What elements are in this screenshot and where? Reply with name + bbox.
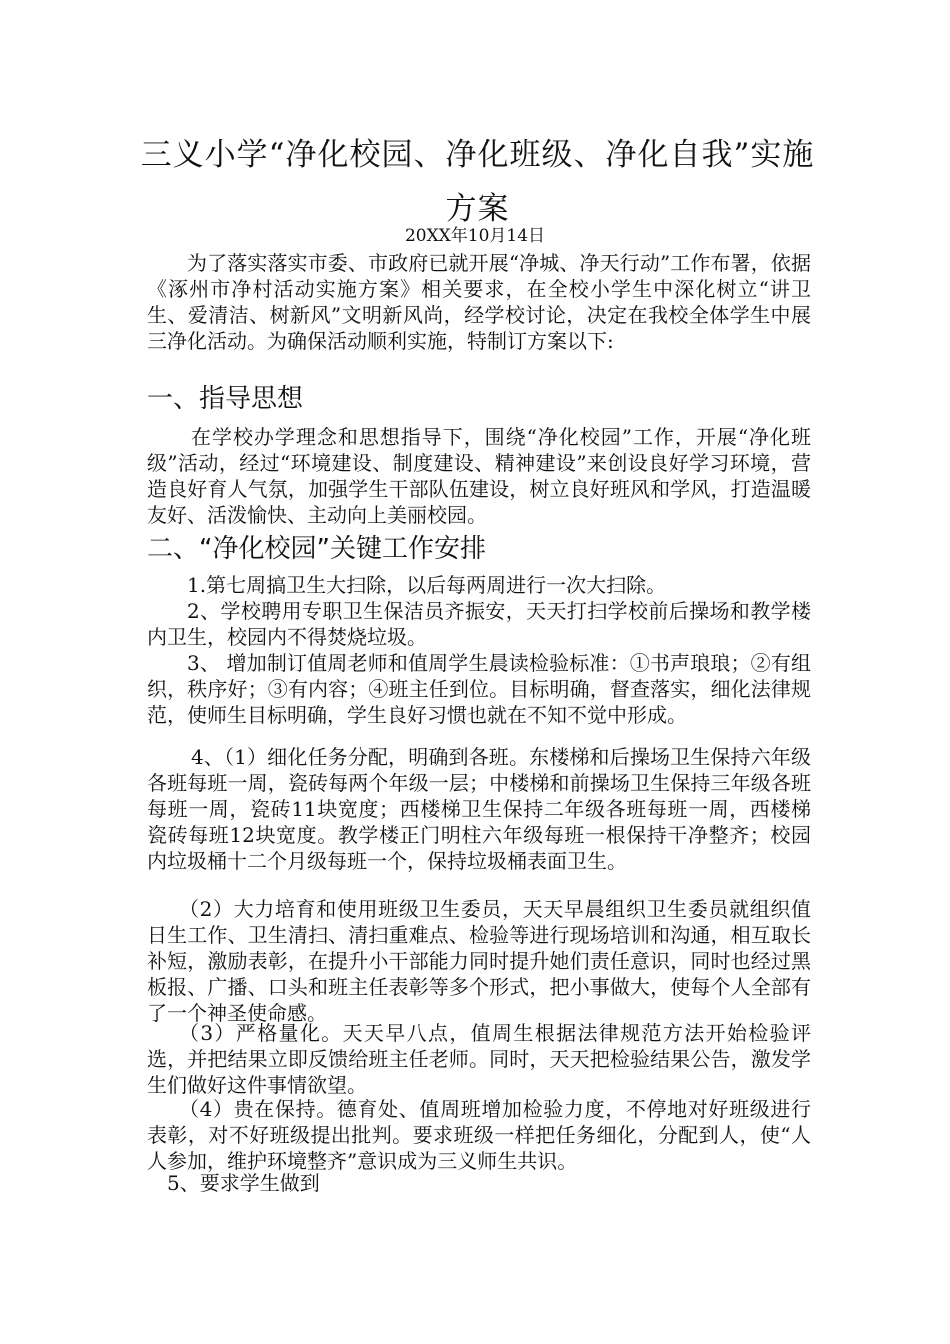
- section-2-item-3: 3、 增加制订值周老师和值周学生晨读检验标准：①书声琅琅；②有组织，秩序好；③有内容；④班主任到位。目标明确，督查落实，细化法律规范，使师生目标明确，学生良好习惯也就在不知不觉中形成。: [147, 651, 811, 727]
- section-2-item-4: 4、（1）细化任务分配，明确到各班。东楼梯和后操场卫生保持六年级各班每班一周，瓷砖每两个年级一层；中楼梯和前操场卫生保持三年级各班每班一周，瓷砖11块宽度；西楼梯卫生保持二年级各班每班一周，西楼梯瓷砖每班12块宽度。教学楼正门明柱六年级每班一根保持干净整齐；校园内垃圾桶十二个月级每班一个，保持垃圾桶表面卫生。: [147, 745, 811, 873]
- section-2-item-4-4: （4）贵在保持。德育处、值周班增加检验力度，不停地对好班级进行表彰，对不好班级提出批判。要求班级一样把任务细化，分配到人，使“人人参加，维护环境整齐”意识成为三义师生共识。: [147, 1097, 811, 1173]
- document-date: 20XX年10月14日: [404, 226, 546, 246]
- intro-paragraph: 为了落实落实市委、市政府已就开展“净城、净天行动”工作布署，依据《涿州市净村活动实施方案》相关要求，在全校小学生中深化树立“讲卫生、爱清洁、树新风”文明新风尚，经学校讨论，决定在我校全体学生中展三净化活动。为确保活动顺利实施，特制订方案以下:: [147, 251, 811, 353]
- section-2-item-2: 2、学校聘用专职卫生保洁员齐振安，天天打扫学校前后操场和教学楼内卫生，校园内不得焚烧垃圾。: [147, 599, 811, 649]
- document-title: 三义小学“净化校园、净化班级、净化自我”实施方案: [140, 137, 815, 227]
- section-2-item-5: 5、要求学生做到: [167, 1171, 320, 1195]
- section-2-heading: 二、“净化校园”关键工作安排: [147, 534, 486, 564]
- section-2-item-1: 1.第七周搞卫生大扫除，以后每两周进行一次大扫除。: [187, 573, 667, 597]
- section-1-body: 在学校办学理念和思想指导下，围绕“净化校园”工作，开展“净化班级”活动，经过“环境建设、制度建设、精神建设”来创设良好学习环境，营造良好育人气氛，加强学生干部队伍建设，树立良好班风和学风，打造温暖友好、活泼愉快、主动向上美丽校园。: [147, 425, 811, 527]
- section-2-item-4-2: （2）大力培育和使用班级卫生委员，天天早晨组织卫生委员就组织值日生工作、卫生清扫、清扫重难点、检验等进行现场培训和沟通，相互取长补短，激励表彰，在提升小干部能力同时提升她们责任意识，同时也经过黑板报、广播、口头和班主任表彰等多个形式，把小事做大，使每个人全部有了一个神圣使命感。: [147, 897, 811, 1025]
- section-2-item-4-3: （3）严格量化。天天早八点，值周生根据法律规范方法开始检验评选，并把结果立即反馈给班主任老师。同时，天天把检验结果公告，激发学生们做好这件事情欲望。: [147, 1021, 811, 1097]
- section-1-heading: 一、指导思想: [147, 384, 304, 414]
